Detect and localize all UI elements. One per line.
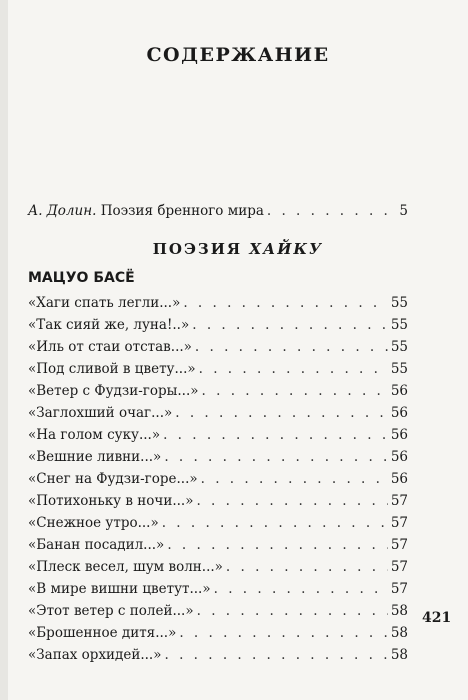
dot-leader xyxy=(196,492,387,510)
toc-entry-title: «Ветер с Фудзи-горы...» xyxy=(28,383,199,399)
dot-leader xyxy=(162,514,388,532)
toc-entry-page: 58 xyxy=(390,625,408,641)
toc-entry-author: А. Долин. xyxy=(28,203,97,219)
dot-leader xyxy=(164,448,388,466)
toc-entry-page: 56 xyxy=(390,471,408,487)
page-number: 421 xyxy=(422,610,452,626)
toc-entry-title: «Запах орхидей...» xyxy=(28,647,162,663)
toc-entry xyxy=(28,426,408,444)
toc-entry-page: 58 xyxy=(390,603,408,619)
toc-entry-page: 55 xyxy=(390,361,408,377)
toc-entry-title: «Вешние ливни...» xyxy=(28,449,162,465)
page-title: СОДЕРЖАНИЕ xyxy=(146,44,330,66)
dot-leader xyxy=(195,338,388,356)
toc-entry-title: «Снежное утро...» xyxy=(28,515,159,531)
dot-leader xyxy=(183,294,387,312)
dot-leader xyxy=(164,646,387,664)
toc-entry-page: 55 xyxy=(390,295,408,311)
toc-entry-title: «Потихоньку в ночи...» xyxy=(28,493,194,509)
toc-entry xyxy=(28,294,408,312)
toc-entry xyxy=(28,382,408,400)
toc-entry-preface xyxy=(28,202,408,220)
toc-entry-page: 55 xyxy=(390,317,408,333)
toc-entry-page: 57 xyxy=(390,515,408,531)
toc-entry-page: 58 xyxy=(390,647,408,663)
toc-entry xyxy=(28,360,408,378)
section-title-part-1: ПОЭЗИЯ xyxy=(152,240,243,258)
toc-entry xyxy=(28,448,408,466)
toc-entry xyxy=(28,558,408,576)
toc-entry xyxy=(28,316,408,334)
dot-leader xyxy=(192,316,388,334)
toc-entry xyxy=(28,602,408,620)
toc-entry-title: «Заглохший очаг...» xyxy=(28,405,173,421)
dot-leader xyxy=(202,382,388,400)
section-title-part-2: ХАЙКУ xyxy=(249,240,324,258)
toc-entry-title: «Снег на Фудзи-горе...» xyxy=(28,471,198,487)
dot-leader xyxy=(214,580,388,598)
toc-entry xyxy=(28,492,408,510)
toc-entry xyxy=(28,536,408,554)
toc-entry-title: «Под сливой в цвету...» xyxy=(28,361,196,377)
toc-entry-title-text: Поэзия бренного мира xyxy=(100,203,264,219)
toc-entry-page: 57 xyxy=(390,559,408,575)
dot-leader xyxy=(179,624,387,642)
toc-entry-page: 56 xyxy=(390,427,408,443)
toc-entry-title: «Плеск весел, шум волн...» xyxy=(28,559,223,575)
toc-entry-title: «Этот ветер с полей...» xyxy=(28,603,194,619)
toc-entry-page: 56 xyxy=(390,405,408,421)
dot-leader xyxy=(267,202,389,220)
toc-entry xyxy=(28,624,408,642)
toc-entry-page: 57 xyxy=(390,581,408,597)
toc-entry xyxy=(28,514,408,532)
toc-entry-title xyxy=(28,202,264,220)
toc-entry-title: «Иль от стаи отстав...» xyxy=(28,339,192,355)
dot-leader xyxy=(163,426,388,444)
dot-leader xyxy=(167,536,387,554)
dot-leader xyxy=(199,360,388,378)
toc-entry-title: «На голом суку...» xyxy=(28,427,161,443)
toc-entry xyxy=(28,338,408,356)
toc-entry-title: «Банан посадил...» xyxy=(28,537,165,553)
subsection-title: МАЦУО БАСЁ xyxy=(28,270,135,286)
toc-entry-page: 56 xyxy=(390,449,408,465)
toc-entry-title: «Так сияй же, луна!..» xyxy=(28,317,190,333)
toc-entry-page: 56 xyxy=(390,383,408,399)
toc-entry xyxy=(28,470,408,488)
section-title xyxy=(8,240,468,258)
dot-leader xyxy=(197,602,388,620)
toc-entry-page: 5 xyxy=(399,203,408,219)
toc-entry xyxy=(28,646,408,664)
dot-leader xyxy=(201,470,388,488)
dot-leader xyxy=(226,558,388,576)
dot-leader xyxy=(175,404,388,422)
toc-entry-page: 57 xyxy=(390,493,408,509)
toc-entry-title: «В мире вишни цветут...» xyxy=(28,581,211,597)
toc-entry-title: «Брошенное дитя...» xyxy=(28,625,177,641)
toc-entry-title: «Хаги спать легли...» xyxy=(28,295,181,311)
toc-entry xyxy=(28,580,408,598)
toc-entry-page: 57 xyxy=(390,537,408,553)
toc-entry-page: 55 xyxy=(390,339,408,355)
toc-entry xyxy=(28,404,408,422)
